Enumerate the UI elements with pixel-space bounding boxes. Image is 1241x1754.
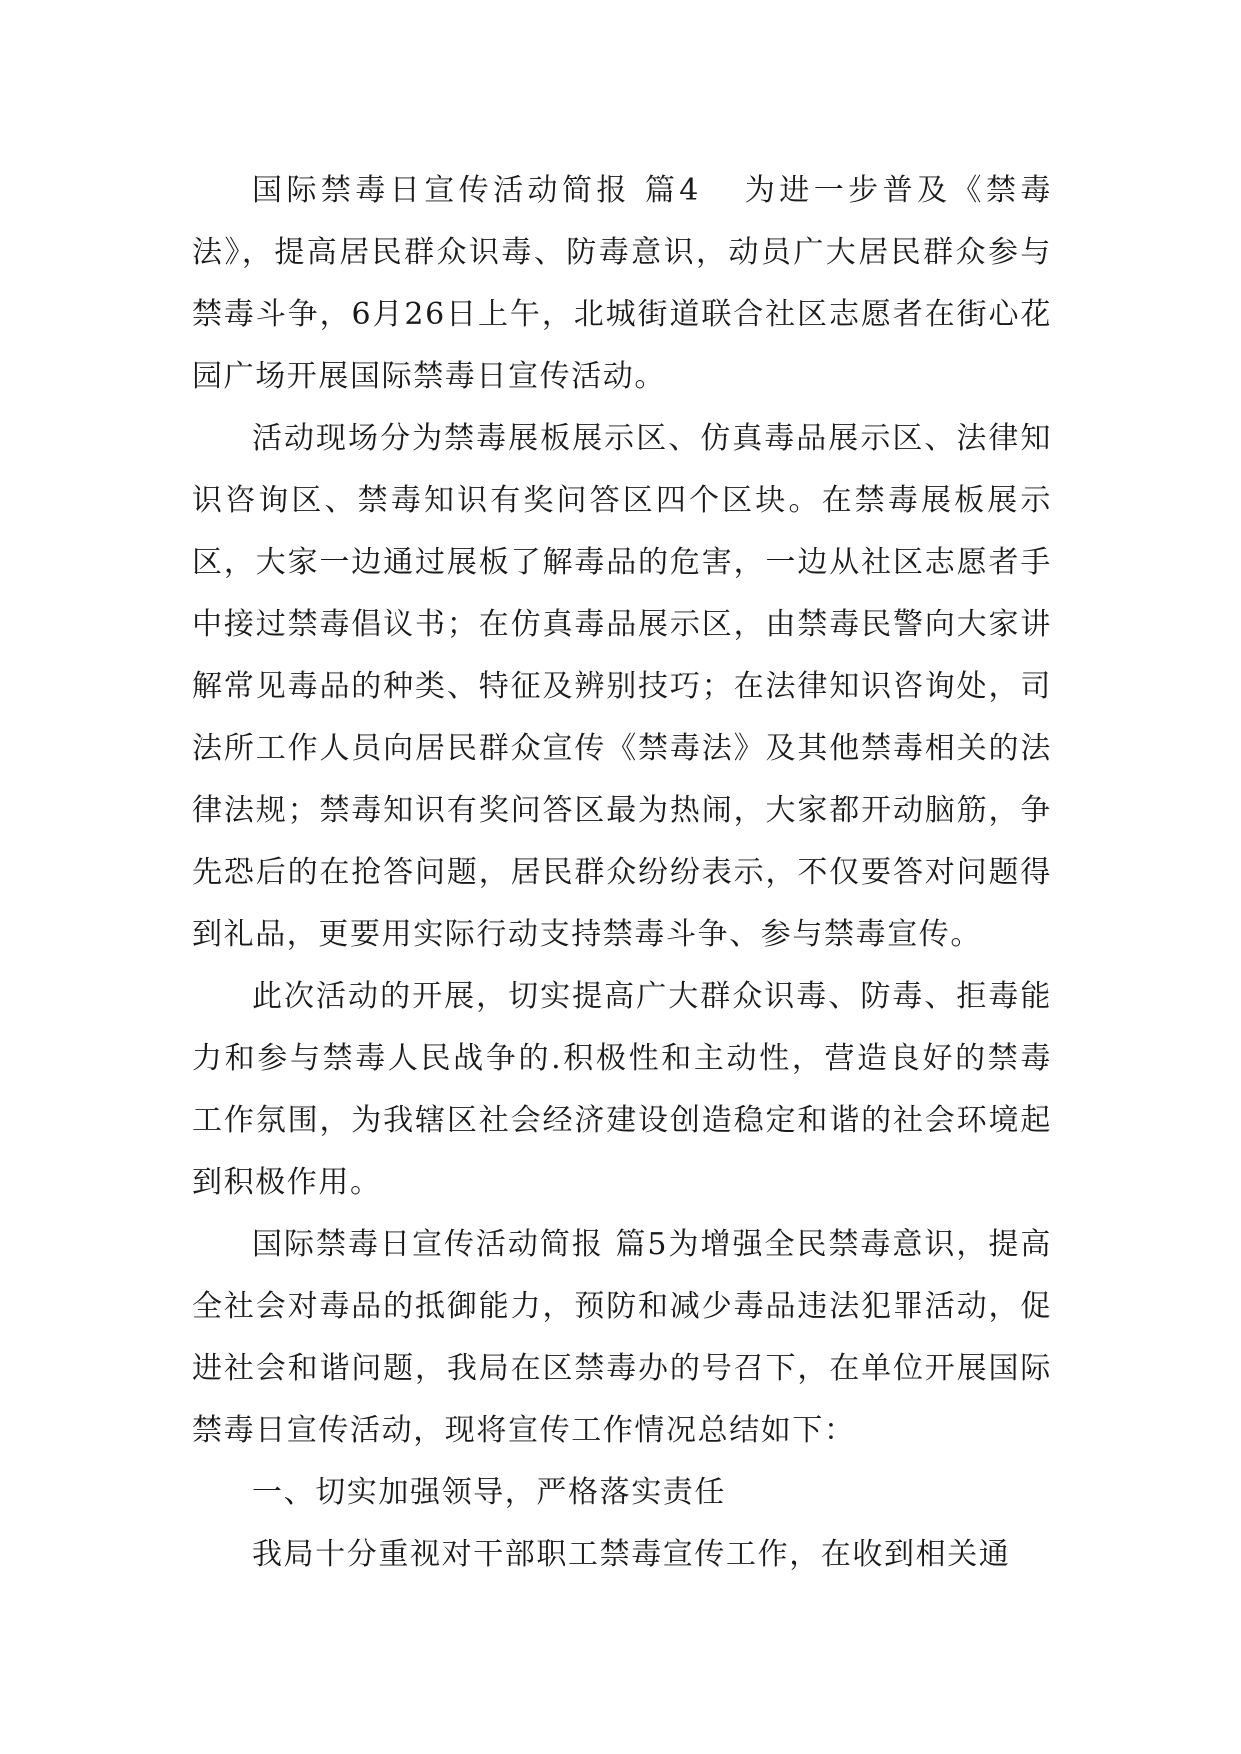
paragraph-4: 国际禁毒日宣传活动简报 篇5为增强全民禁毒意识，提高全社会对毒品的抵御能力，预防和减少毒品违法犯罪活动，促进社会和谐问题，我局在区禁毒办的号召下，在单位开展国际禁毒日宣传活动，现将宣传工作情况总结如下： — [192, 1227, 1052, 1448]
paragraph-1 — [192, 160, 1052, 408]
paragraph-1-text: 为进一步普及《禁毒法》，提高居民群众识毒、防毒意识，动员广大居民群众参与禁毒斗争，6月26日上午，北城街道联合社区志愿者在街心花园广场开展国际禁毒日宣传活动。 — [192, 173, 1052, 394]
paragraph-5: 一、切实加强领导，严格落实责任 — [252, 1475, 726, 1510]
section-heading-4: 国际禁毒日宣传活动简报 篇4 — [252, 173, 700, 208]
paragraph-6: 我局十分重视对干部职工禁毒宣传工作，在收到相关通 — [252, 1537, 1011, 1572]
paragraph-2: 活动现场分为禁毒展板展示区、仿真毒品展示区、法律知识咨询区、禁毒知识有奖问答区四个区块。在禁毒展板展示区，大家一边通过展板了解毒品的危害，一边从社区志愿者手中接过禁毒倡议书；在仿真毒品展示区，由禁毒民警向大家讲解常见毒品的种类、特征及辨别技巧；在法律知识咨询处，司法所工作人员向居民群众宣传《禁毒法》及其他禁毒相关的法律法规；禁毒知识有奖问答区最为热闹，大家都开动脑筋，争先恐后的在抢答问题，居民群众纷纷表示，不仅要答对问题得到礼品，更要用实际行动支持禁毒斗争、参与禁毒宣传。 — [192, 421, 1052, 952]
document-body — [192, 160, 1052, 1586]
paragraph-3: 此次活动的开展，切实提高广大群众识毒、防毒、拒毒能力和参与禁毒人民战争的.积极性和主动性，营造良好的禁毒工作氛围，为我辖区社会经济建设创造稳定和谐的社会环境起到积极作用。 — [192, 979, 1052, 1200]
